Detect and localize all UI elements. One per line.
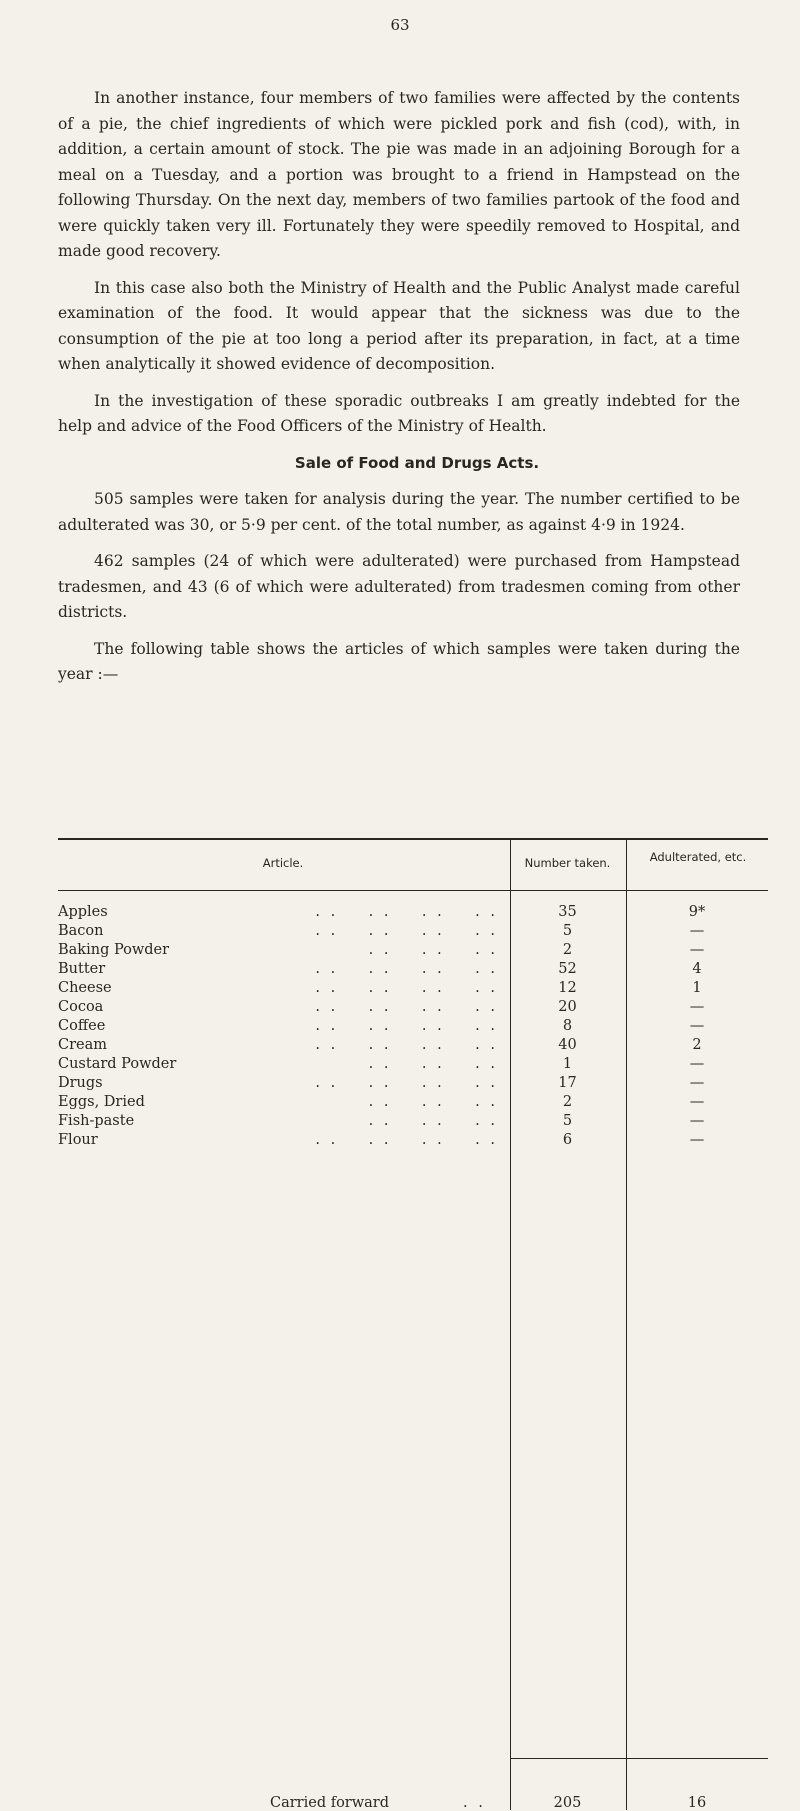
article-cell: Bacon	[58, 923, 104, 939]
table-row	[58, 923, 768, 942]
adulterated-cell: 4	[692, 961, 702, 977]
adulterated-cell: —	[689, 942, 705, 958]
paragraph: 462 samples (24 of which were adulterated) were purchased from Hampstead tradesmen, and 43 (6 of which were adulterated) from tradesmen coming from other districts.	[58, 552, 740, 621]
number-taken-cell: 1	[562, 1056, 573, 1072]
adulterated-cell: —	[689, 923, 705, 939]
adulterated-cell: 9*	[688, 904, 706, 920]
table-row	[58, 1056, 768, 1075]
header-adulterated: Adulterated, etc.	[649, 850, 747, 864]
carried-forward-taken: 205	[553, 1795, 582, 1811]
article-cell: Cream	[58, 1037, 108, 1053]
adulterated-cell: 1	[692, 980, 702, 996]
leader-dots: . . . . . . . .	[315, 1132, 498, 1148]
paragraph: 505 samples were taken for analysis during the year. The number certified to be adulterated was 30, or 5·9 per cent. of the total number, as against 4·9 in 1924.	[58, 490, 740, 534]
table-row	[58, 961, 768, 980]
paragraph: In this case also both the Ministry of Health and the Public Analyst made careful examination of the food. It would appear that the sickness was due to the consumption of the pie at too long a period after its preparation, in fact, at a time when analytically it showed evidence of decomposition.	[58, 278, 740, 373]
leader-dots: . . . . . . . .	[315, 1075, 498, 1091]
header-divider	[626, 838, 627, 890]
adulterated-cell: —	[689, 1132, 705, 1148]
number-taken-cell: 5	[562, 923, 573, 939]
article-cell: Apples	[58, 904, 108, 920]
adulterated-cell: 2	[692, 1037, 702, 1053]
table-row	[58, 999, 768, 1018]
leader-dots: . . . . . .	[368, 942, 498, 958]
table-row	[58, 1018, 768, 1037]
header-article: Article.	[262, 856, 304, 870]
article-cell: Cocoa	[58, 999, 104, 1015]
number-taken-cell: 40	[558, 1037, 577, 1053]
table-row	[58, 1094, 768, 1113]
leader-dots: . .	[463, 1795, 486, 1811]
number-taken-cell: 35	[558, 904, 577, 920]
adulterated-cell: —	[689, 1075, 705, 1091]
article-cell: Butter	[58, 961, 106, 977]
leader-dots: . . . . . . . .	[315, 904, 498, 920]
header-number-taken: Number taken.	[524, 856, 611, 870]
leader-dots: . . . . . . . .	[315, 980, 498, 996]
leader-dots: . . . . . . . .	[315, 1037, 498, 1053]
page-number: 63	[390, 16, 410, 34]
adulterated-cell: —	[689, 999, 705, 1015]
header-rule	[58, 890, 768, 891]
header-divider	[510, 838, 511, 890]
paragraph: In another instance, four members of two families were affected by the contents of a pie, the chief ingredients of which were pickled pork and fish (cod), with, in addition, a certain amount of stock. The pie was made in an adjoining Borough for a meal on a Tuesday, and a portion was brought to a friend in Hampstead on the following Thursday. On the next day, members of two families partook of the food and were quickly taken very ill. Fortunately they were speedily removed to Hospital, and made good recovery.	[58, 89, 740, 260]
leader-dots: . . . . . .	[368, 1094, 498, 1110]
adulterated-cell: —	[689, 1018, 705, 1034]
adulterated-cell: —	[689, 1113, 705, 1129]
number-taken-cell: 17	[558, 1075, 577, 1091]
number-taken-cell: 12	[558, 980, 577, 996]
leader-dots: . . . . . . . .	[315, 1018, 498, 1034]
article-cell: Custard Powder	[58, 1056, 177, 1072]
article-cell: Fish-paste	[58, 1113, 135, 1129]
carried-forward-label: Carried forward	[270, 1795, 390, 1811]
table-row	[58, 1113, 768, 1132]
body-text	[58, 86, 740, 699]
table-row	[58, 1075, 768, 1094]
number-taken-cell: 5	[562, 1113, 573, 1129]
article-cell: Drugs	[58, 1075, 103, 1091]
number-taken-cell: 52	[558, 961, 577, 977]
leader-dots: . . . . . . . .	[315, 923, 498, 939]
paragraph: In the investigation of these sporadic outbreaks I am greatly indebted for the help and advice of the Food Officers of the Ministry of Health.	[58, 391, 740, 435]
table-row	[58, 1132, 768, 1151]
carried-forward-adulterated: 16	[687, 1795, 707, 1811]
leader-dots: . . . . . .	[368, 1056, 498, 1072]
leader-dots: . . . . . .	[368, 1113, 498, 1129]
table-row	[58, 904, 768, 923]
paragraph: The following table shows the articles of which samples were taken during the year :—	[58, 639, 740, 683]
article-cell: Cheese	[58, 980, 112, 996]
total-rule	[510, 1758, 768, 1759]
table-row	[58, 942, 768, 961]
number-taken-cell: 20	[558, 999, 577, 1015]
table-row	[58, 1037, 768, 1056]
number-taken-cell: 8	[562, 1018, 573, 1034]
number-taken-cell: 6	[562, 1132, 573, 1148]
adulterated-cell: —	[689, 1094, 705, 1110]
number-taken-cell: 2	[562, 942, 573, 958]
article-cell: Coffee	[58, 1018, 106, 1034]
table-row	[58, 980, 768, 999]
section-heading: Sale of Food and Drugs Acts.	[294, 453, 540, 472]
article-cell: Flour	[58, 1132, 98, 1148]
number-taken-cell: 2	[562, 1094, 573, 1110]
adulterated-cell: —	[689, 1056, 705, 1072]
table-top-rule	[58, 838, 768, 840]
article-cell: Eggs, Dried	[58, 1094, 145, 1110]
leader-dots: . . . . . . . .	[315, 961, 498, 977]
leader-dots: . . . . . . . .	[315, 999, 498, 1015]
article-cell: Baking Powder	[58, 942, 170, 958]
